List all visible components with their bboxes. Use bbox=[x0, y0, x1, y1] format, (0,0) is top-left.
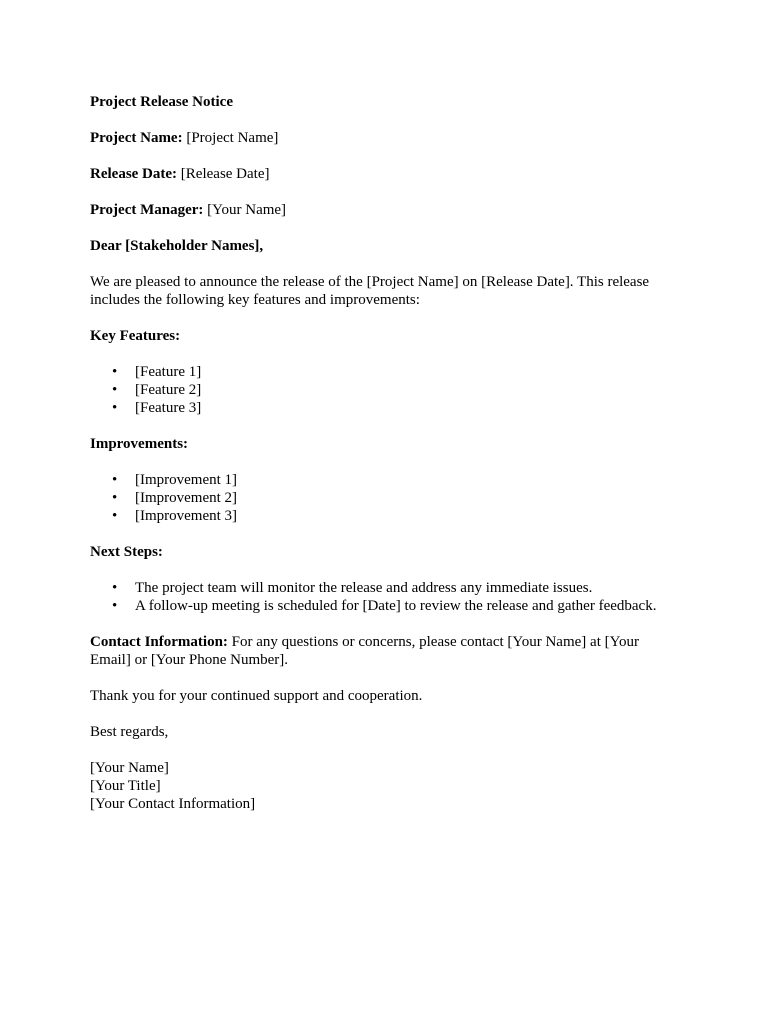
list-item: • [Improvement 3] bbox=[135, 507, 680, 525]
improvements-heading: Improvements: bbox=[90, 436, 189, 452]
project-name-value: [Project Name] bbox=[186, 130, 279, 146]
next-steps-list bbox=[90, 579, 680, 615]
signature-contact: [Your Contact Information] bbox=[90, 796, 256, 812]
list-item: • [Feature 1] bbox=[135, 363, 680, 381]
key-features-list bbox=[90, 363, 680, 417]
project-name-line bbox=[90, 129, 680, 147]
release-date-label: Release Date: bbox=[90, 166, 178, 182]
contact-text: For any questions or concerns, please contact [Your Name] at [Your Email] or [Your Phone Number]. bbox=[90, 634, 639, 668]
document-title: Project Release Notice bbox=[90, 94, 233, 110]
list-item: • The project team will monitor the release and address any immediate issues. bbox=[135, 579, 680, 597]
list-item: • [Feature 3] bbox=[135, 399, 680, 417]
next-steps-heading: Next Steps: bbox=[90, 544, 163, 560]
release-date-line bbox=[90, 165, 680, 183]
key-features-heading: Key Features: bbox=[90, 328, 181, 344]
project-name-label: Project Name: bbox=[90, 130, 183, 146]
improvements-list bbox=[90, 471, 680, 525]
closing: Best regards, bbox=[90, 724, 169, 740]
contact-label: Contact Information: bbox=[90, 634, 228, 650]
list-item: • A follow-up meeting is scheduled for [Date] to review the release and gather feedback. bbox=[135, 597, 680, 615]
project-manager-line bbox=[90, 201, 680, 219]
document-page bbox=[90, 93, 680, 813]
thanks-paragraph: Thank you for your continued support and cooperation. bbox=[90, 688, 423, 704]
signature-title: [Your Title] bbox=[90, 778, 161, 794]
contact-paragraph bbox=[90, 633, 680, 669]
project-manager-label: Project Manager: bbox=[90, 202, 204, 218]
release-date-value: [Release Date] bbox=[180, 166, 270, 182]
intro-paragraph: We are pleased to announce the release of the [Project Name] on [Release Date]. This release includes the following key features and improvements: bbox=[90, 274, 650, 308]
project-manager-value: [Your Name] bbox=[207, 202, 287, 218]
salutation: Dear [Stakeholder Names], bbox=[90, 238, 264, 254]
list-item: • [Improvement 2] bbox=[135, 489, 680, 507]
signature-block bbox=[90, 759, 680, 813]
list-item: • [Feature 2] bbox=[135, 381, 680, 399]
signature-name: [Your Name] bbox=[90, 760, 169, 776]
list-item: • [Improvement 1] bbox=[135, 471, 680, 489]
